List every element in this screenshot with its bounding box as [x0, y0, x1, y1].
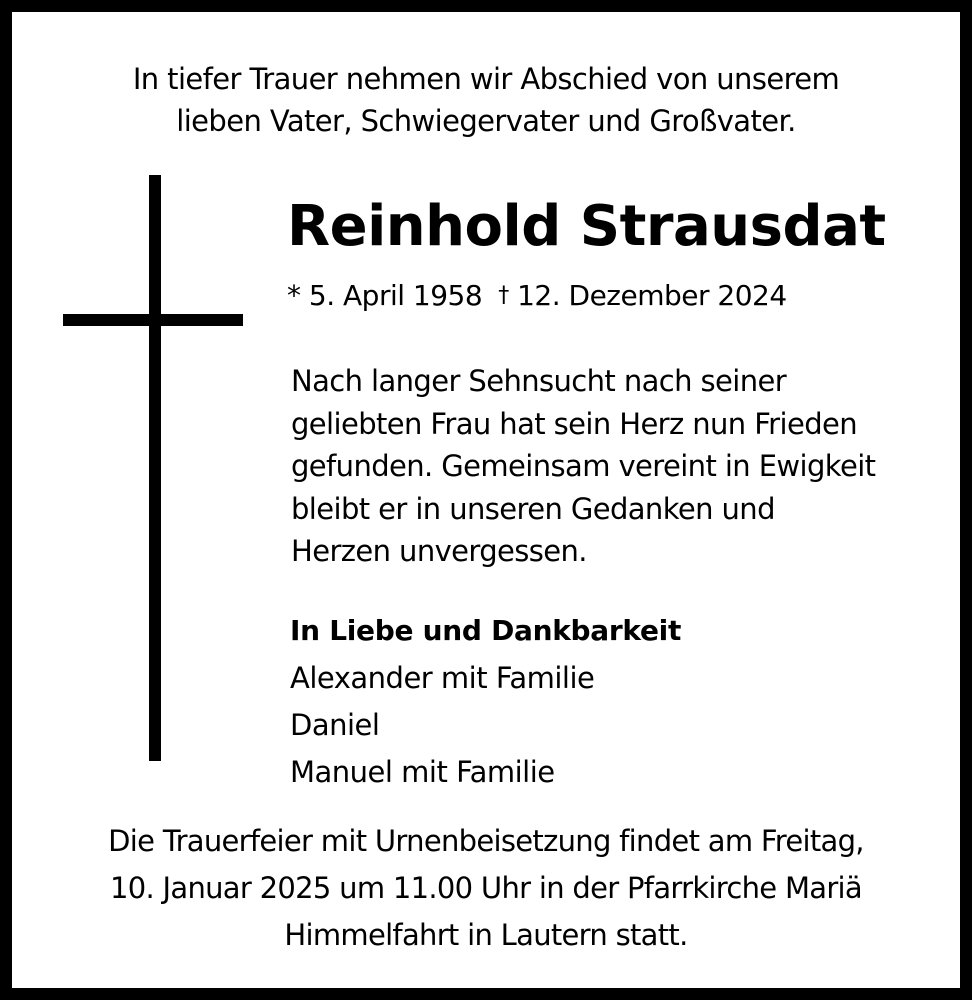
- birth-symbol: *: [287, 279, 301, 312]
- funeral-service-info: [12, 818, 960, 959]
- mourner-name: Manuel mit Familie: [290, 755, 555, 789]
- mourner-name: Alexander mit Familie: [290, 661, 595, 695]
- verse-line: Nach langer Sehnsucht nach seiner: [291, 364, 787, 398]
- intro-line: In tiefer Trauer nehmen wir Abschied von unserem: [132, 62, 840, 96]
- life-dates: [287, 276, 787, 319]
- intro-text: [12, 58, 960, 142]
- deceased-name: Reinhold Strausdat: [287, 194, 886, 259]
- mourner-name: Daniel: [290, 708, 380, 742]
- verse-line: gefunden. Gemeinsam vereint in Ewigkeit: [291, 449, 876, 483]
- service-line: 10. Januar 2025 um 11.00 Uhr in der Pfarrkirche Mariä: [109, 871, 862, 905]
- verse-line: Herzen unvergessen.: [291, 534, 587, 568]
- memorial-verse: [291, 360, 951, 573]
- verse-line: bleibt er in unseren Gedanken und: [291, 491, 775, 526]
- cross-horizontal-beam: [63, 314, 243, 326]
- death-symbol: †: [498, 283, 509, 308]
- service-line: Himmelfahrt in Lautern statt.: [284, 918, 688, 952]
- birth-date: 5. April 1958: [308, 279, 483, 312]
- death-date: 12. Dezember 2024: [517, 279, 787, 312]
- cross-vertical-beam: [149, 175, 161, 761]
- intro-line: lieben Vater, Schwiegervater und Großvater.: [176, 104, 796, 138]
- service-line: Die Trauerfeier mit Urnenbeisetzung findet am Freitag,: [108, 824, 864, 858]
- mourners-list: [290, 655, 594, 796]
- verse-line: geliebten Frau hat sein Herz nun Frieden: [291, 406, 858, 441]
- mourners-heading: In Liebe und Dankbarkeit: [290, 614, 682, 647]
